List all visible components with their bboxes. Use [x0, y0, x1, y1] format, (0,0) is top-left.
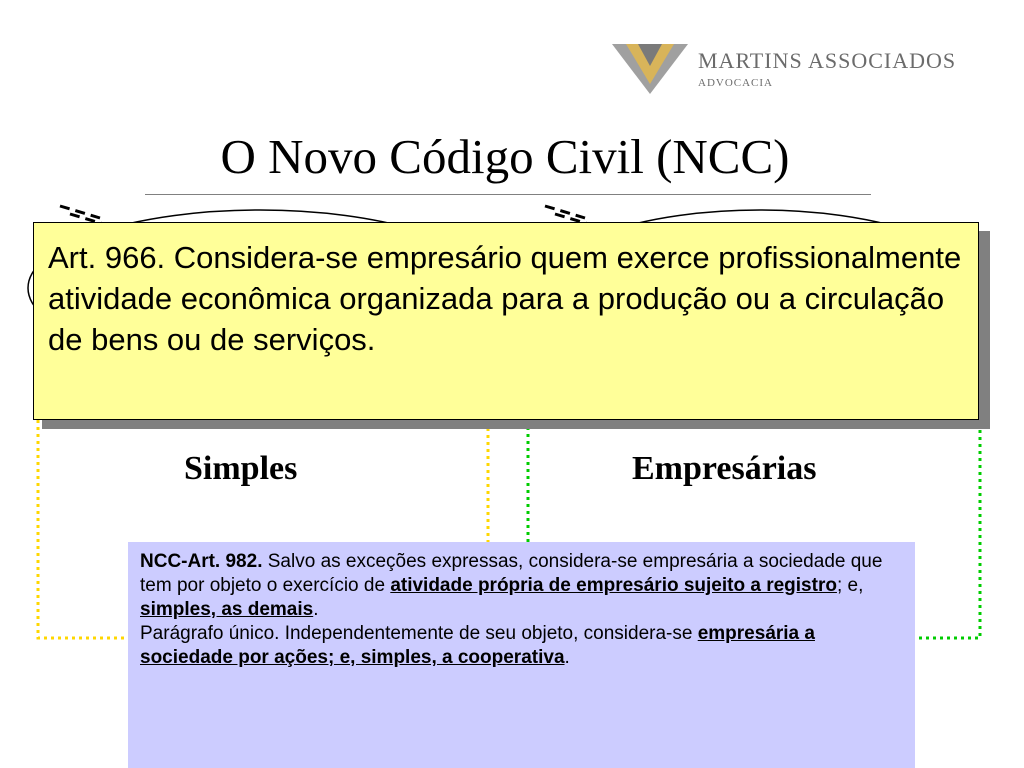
art-966-callout: Art. 966. Considera-se empresário quem exerce profissionalmente atividade econômica organizada para a produção ou a circulação de bens ou de serviços.	[33, 222, 979, 420]
note-text-2: ; e,	[836, 575, 864, 596]
note-emphasis-1: atividade própria de empresário sujeito a registro	[390, 575, 837, 596]
note-text-3: .	[313, 599, 319, 620]
empresarias-label: Empresárias	[632, 450, 817, 487]
title-underline	[145, 194, 871, 195]
note-emphasis-2: simples, as demais	[140, 599, 314, 620]
note-text-4: .	[564, 647, 570, 668]
logo-name: MARTINS ASSOCIADOS	[698, 48, 957, 73]
simples-label: Simples	[184, 450, 298, 487]
art-982-note	[128, 542, 915, 768]
logo-triangle-icon	[612, 40, 692, 96]
logo-subtitle: ADVOCACIA	[698, 77, 773, 89]
note-text-1: Salvo as exceções expressas, considera-se empresária a sociedade que tem por objeto o exercício de	[140, 551, 883, 596]
martins-associados-logo	[612, 40, 972, 96]
note-article-label: NCC-Art. 982.	[140, 551, 263, 572]
slide-title: O Novo Código Civil (NCC)	[220, 129, 790, 184]
note-emphasis-3: empresária a sociedade por ações; e, simples, a cooperativa	[140, 623, 815, 668]
note-paragraph-2: Parágrafo único. Independentemente de seu objeto, considera-se	[140, 623, 698, 644]
